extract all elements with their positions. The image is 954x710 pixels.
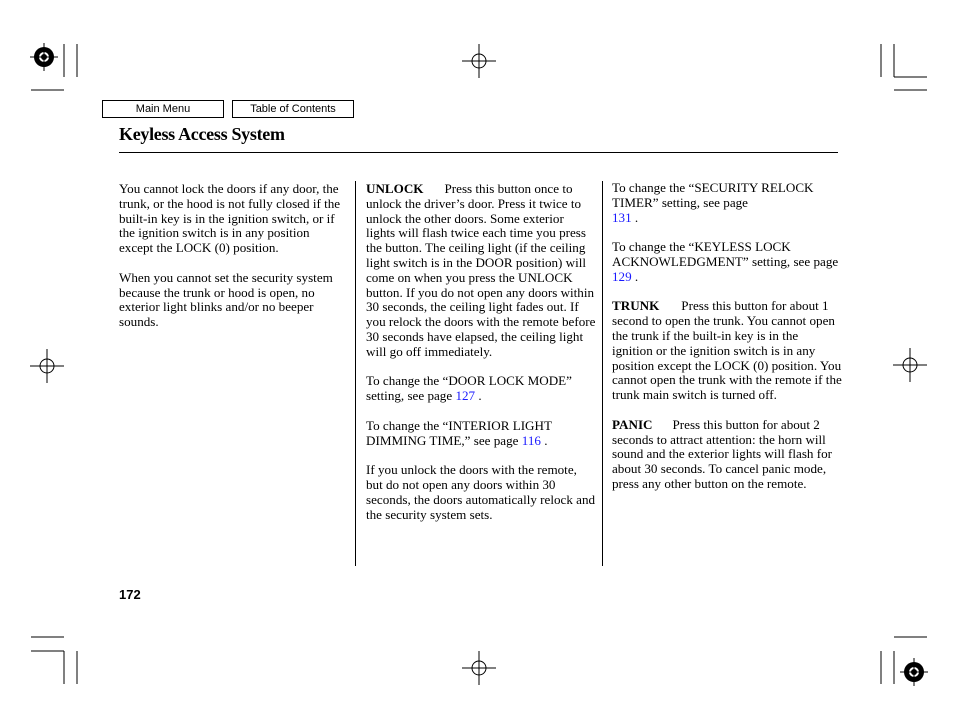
door-lock-text: To change the “DOOR LOCK MODE” setting, see page xyxy=(366,373,572,404)
paragraph-interior-light: To change the “INTERIOR LIGHT DIMMING TIME,” see page 116 . xyxy=(366,417,552,448)
keyless-ack-text: To change the “KEYLESS LOCK ACKNOWLEDGMENT” setting, see page xyxy=(612,239,839,269)
paragraph-trunk xyxy=(612,299,842,403)
door-lock-page-link[interactable]: 127 xyxy=(455,388,476,404)
panic-heading: PANIC xyxy=(612,416,653,432)
security-relock-page-link[interactable]: 131 xyxy=(612,209,632,225)
column-left xyxy=(119,182,345,345)
trunk-heading: TRUNK xyxy=(612,298,660,314)
paragraph-lock-conditions: You cannot lock the doors if any door, the trunk, or the hood is not fully closed if the built-in key is in the ignition switch, or if the ignition switch is in any position except the LOCK (0) position. xyxy=(119,181,341,256)
panic-description: Press this button for about 2 seconds to attract attention: the horn will sound and the exterior lights will flash for about 30 seconds. To cancel panic mode, press any other button on the remote. xyxy=(612,416,833,491)
column-middle xyxy=(366,182,596,537)
unlock-description: Press this button once to unlock the driver’s door. Press it twice to unlock the other doors. Some exterior lights will flash twice each time you press the button. The ceiling light (if the ceiling light switch is in the DOOR position) will come on when you press the UNLOCK button. If you do not open any doors within 30 seconds, the ceiling light fades out. If you relock the doors with the remote before 30 seconds have elapsed, the ceiling light will go off immediately. xyxy=(366,181,596,359)
main-menu-button[interactable]: Main Menu xyxy=(102,100,224,118)
table-of-contents-button[interactable]: Table of Contents xyxy=(232,100,354,118)
paragraph-auto-relock: If you unlock the doors with the remote, but do not open any doors within 30 seconds, the doors automatically relock and the security system sets. xyxy=(366,462,596,522)
registration-mark-right xyxy=(893,348,927,382)
paragraph-door-lock-mode: To change the “DOOR LOCK MODE” setting, see page 127 . xyxy=(366,373,572,404)
paragraph-unlock xyxy=(366,182,596,360)
paragraph-security-relock: To change the “SECURITY RELOCK TIMER” setting, see page 131 . xyxy=(612,180,814,225)
interior-light-text: To change the “INTERIOR LIGHT DIMMING TIME,” see page xyxy=(366,417,552,448)
page-title: Keyless Access System xyxy=(119,124,285,144)
security-relock-text: To change the “SECURITY RELOCK TIMER” setting, see page xyxy=(612,180,814,210)
starburst-mark-bottom-right xyxy=(900,658,928,686)
column-divider-1 xyxy=(355,181,356,566)
column-right xyxy=(612,181,842,507)
registration-mark-bottom xyxy=(462,651,496,685)
column-divider-2 xyxy=(602,181,603,566)
paragraph-security-system: When you cannot set the security system because the trunk or hood is open, no exterior light blinks and/or no beeper sounds. xyxy=(119,269,333,330)
registration-mark-left xyxy=(30,349,64,383)
keyless-ack-page-link[interactable]: 129 xyxy=(612,268,632,284)
unlock-heading: UNLOCK xyxy=(366,181,424,196)
title-divider xyxy=(119,152,838,153)
registration-mark-top xyxy=(462,44,496,78)
starburst-mark-top-left xyxy=(30,43,58,71)
paragraph-panic xyxy=(612,418,842,492)
interior-light-page-link[interactable]: 116 xyxy=(521,432,541,448)
paragraph-keyless-ack: To change the “KEYLESS LOCK ACKNOWLEDGMENT” setting, see page 129 . xyxy=(612,239,839,284)
trunk-description: Press this button for about 1 second to open the trunk. You cannot open the trunk if the built-in key is in the ignition or the ignition switch is in any position except the LOCK (0) position. You cannot open the trunk with the remote if the trunk main switch is turned off. xyxy=(612,298,842,403)
page-number: 172 xyxy=(119,587,141,602)
